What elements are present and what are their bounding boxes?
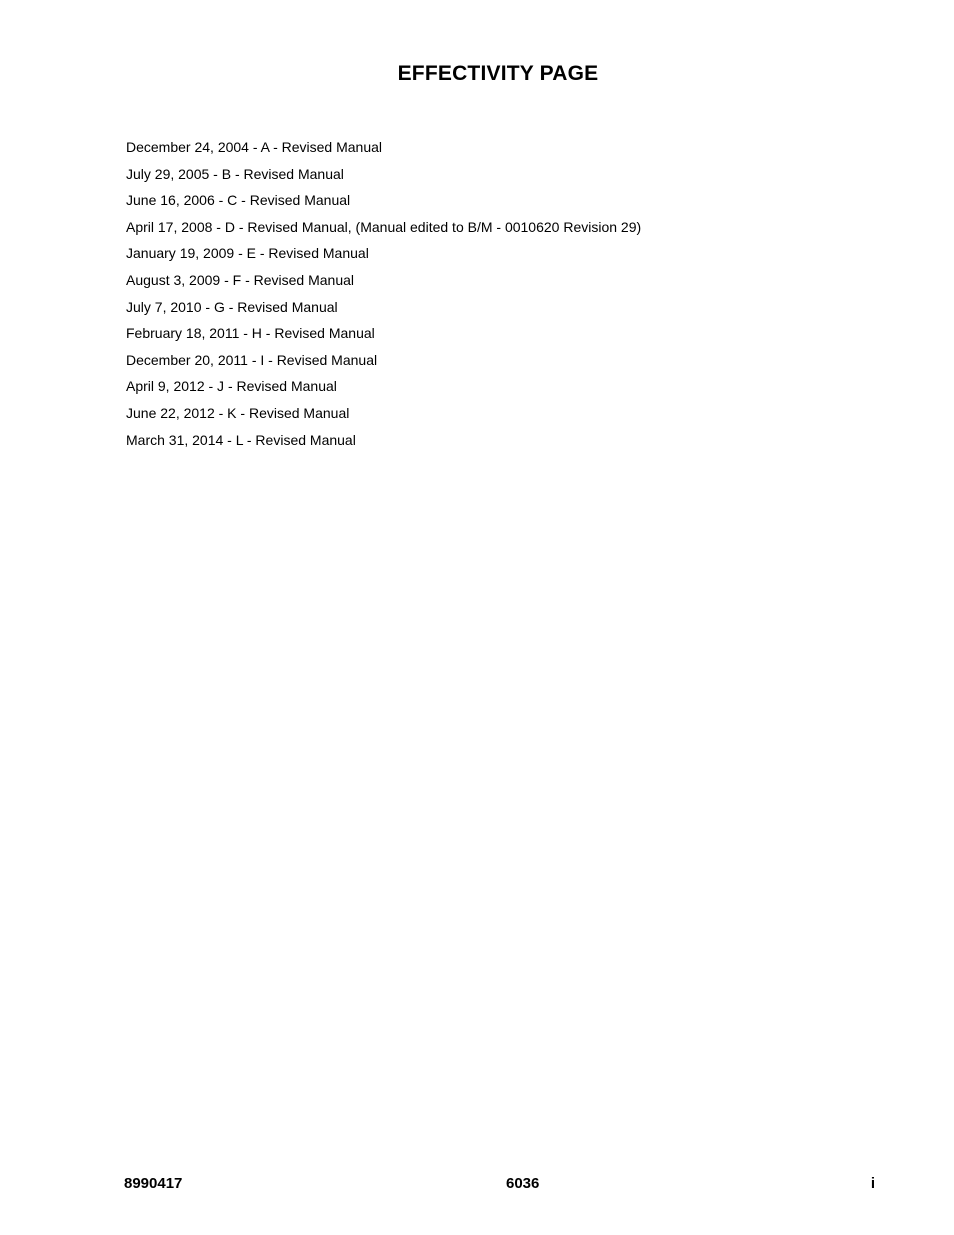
revision-entry: July 7, 2010 - G - Revised Manual bbox=[126, 298, 338, 315]
revision-entry: December 24, 2004 - A - Revised Manual bbox=[126, 139, 383, 155]
revision-entry: February 18, 2011 - H - Revised Manual bbox=[126, 325, 375, 342]
revision-entry: April 17, 2008 - D - Revised Manual, (Manual edited to B/M - 0010620 Revision 29) bbox=[126, 218, 642, 235]
revision-entry: June 22, 2012 - K - Revised Manual bbox=[126, 404, 350, 421]
revision-list bbox=[126, 134, 641, 453]
revision-entry: December 20, 2011 - I - Revised Manual bbox=[126, 351, 378, 368]
page-footer bbox=[124, 1175, 875, 1195]
footer-part-number: 8990417 bbox=[124, 1175, 183, 1192]
footer-page-number: i bbox=[870, 1175, 875, 1192]
footer-model-number: 6036 bbox=[506, 1175, 540, 1192]
revision-entry: July 29, 2005 - B - Revised Manual bbox=[126, 165, 344, 182]
revision-entry: June 16, 2006 - C - Revised Manual bbox=[126, 192, 351, 209]
revision-entry: April 9, 2012 - J - Revised Manual bbox=[126, 378, 337, 395]
revision-entry: August 3, 2009 - F - Revised Manual bbox=[126, 271, 355, 288]
page-title: EFFECTIVITY PAGE bbox=[397, 62, 599, 85]
revision-entry: March 31, 2014 - L - Revised Manual bbox=[126, 431, 356, 448]
revision-entry: January 19, 2009 - E - Revised Manual bbox=[126, 245, 369, 262]
